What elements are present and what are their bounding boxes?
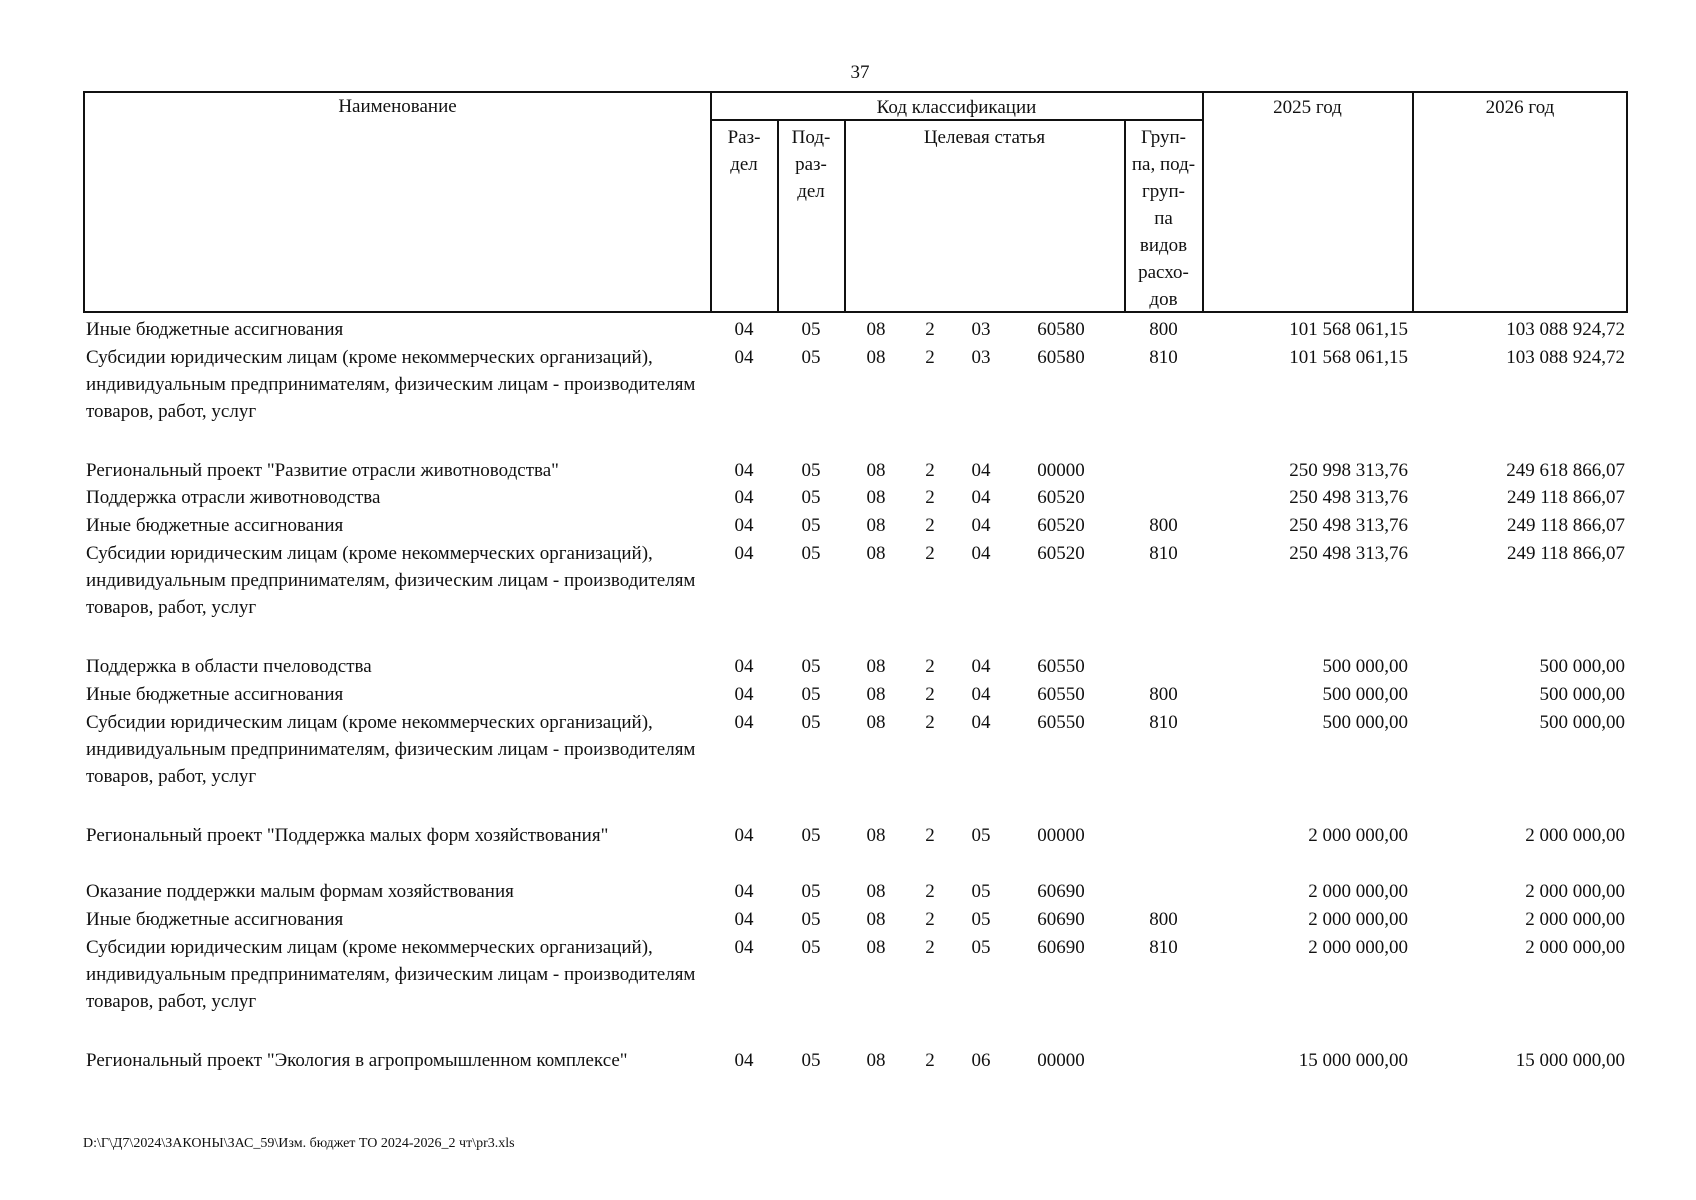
row-name: Субсидии юридическим лицам (кроме некоммерческих организаций), индивидуальным предпринимателям, физическим лицам - производителям товаров, работ, услуг	[86, 937, 696, 1012]
row-expense-group: 810	[1149, 937, 1178, 958]
row-target-program: 08	[866, 319, 886, 340]
header-group-line: груп-	[1141, 181, 1186, 202]
footer-file-path: D:\Г\Д7\2024\ЗАКОНЫ\ЗАС_59\Изм. бюджет ТО 2024-2026_2 чт\pr3.xls	[83, 1136, 515, 1151]
row-target-program: 08	[866, 656, 886, 677]
row-target-program: 08	[866, 460, 886, 481]
row-target-direction: 00000	[1037, 460, 1085, 481]
row-name: Иные бюджетные ассигнования	[86, 319, 344, 340]
row-razdel: 04	[734, 909, 754, 930]
row-amount-2025: 250 498 313,76	[1289, 543, 1408, 564]
header-podrazdel-line: дел	[797, 181, 825, 202]
header-podrazdel-line: Под-	[791, 127, 831, 148]
row-target-direction: 60690	[1037, 909, 1085, 930]
row-target-event: 03	[971, 347, 991, 368]
row-target-program: 08	[866, 825, 886, 846]
row-razdel: 04	[734, 881, 754, 902]
row-podrazdel: 05	[801, 656, 821, 677]
row-name: Субсидии юридическим лицам (кроме некоммерческих организаций), индивидуальным предпринимателям, физическим лицам - производителям товаров, работ, услуг	[86, 543, 696, 618]
row-podrazdel: 05	[801, 347, 821, 368]
row-expense-group: 800	[1149, 319, 1178, 340]
header-divider	[1202, 92, 1204, 312]
header-target-article: Целевая статья	[923, 127, 1046, 148]
row-target-event: 05	[971, 909, 991, 930]
row-target-direction: 60690	[1037, 937, 1085, 958]
row-podrazdel: 05	[801, 881, 821, 902]
row-target-program: 08	[866, 347, 886, 368]
row-amount-2025: 2 000 000,00	[1308, 825, 1408, 846]
row-target-event: 05	[971, 881, 991, 902]
row-name: Иные бюджетные ассигнования	[86, 515, 344, 536]
row-amount-2026: 500 000,00	[1539, 684, 1625, 705]
row-name: Поддержка в области пчеловодства	[86, 656, 372, 677]
row-amount-2025: 15 000 000,00	[1298, 1050, 1408, 1071]
row-amount-2025: 101 568 061,15	[1289, 319, 1408, 340]
row-podrazdel: 05	[801, 937, 821, 958]
row-target-direction: 60520	[1037, 543, 1085, 564]
row-target-event: 04	[971, 487, 991, 508]
row-amount-2026: 2 000 000,00	[1525, 909, 1625, 930]
row-razdel: 04	[734, 319, 754, 340]
row-target-program: 08	[866, 487, 886, 508]
row-target-program: 08	[866, 1050, 886, 1071]
row-amount-2026: 2 000 000,00	[1525, 881, 1625, 902]
row-razdel: 04	[734, 1050, 754, 1071]
row-target-direction: 60520	[1037, 487, 1085, 508]
row-target-direction: 60580	[1037, 319, 1085, 340]
row-amount-2026: 500 000,00	[1539, 712, 1625, 733]
header-group-line: па	[1154, 208, 1173, 229]
row-razdel: 04	[734, 656, 754, 677]
header-razdel-line: дел	[730, 154, 758, 175]
row-amount-2026: 2 000 000,00	[1525, 937, 1625, 958]
row-amount-2025: 500 000,00	[1322, 684, 1408, 705]
row-target-subprogram: 2	[925, 909, 935, 930]
row-target-direction: 60550	[1037, 656, 1085, 677]
row-razdel: 04	[734, 712, 754, 733]
row-amount-2025: 101 568 061,15	[1289, 347, 1408, 368]
row-amount-2026: 15 000 000,00	[1515, 1050, 1625, 1071]
row-expense-group: 800	[1149, 909, 1178, 930]
row-amount-2026: 2 000 000,00	[1525, 825, 1625, 846]
row-target-subprogram: 2	[925, 825, 935, 846]
row-podrazdel: 05	[801, 319, 821, 340]
row-expense-group: 810	[1149, 543, 1178, 564]
header-group-line: па, под-	[1131, 154, 1196, 175]
row-target-subprogram: 2	[925, 684, 935, 705]
row-amount-2026: 249 118 866,07	[1506, 487, 1625, 508]
row-target-subprogram: 2	[925, 656, 935, 677]
row-target-subprogram: 2	[925, 347, 935, 368]
header-group-line: дов	[1149, 289, 1178, 310]
header-group-line: Груп-	[1140, 127, 1187, 148]
row-name: Субсидии юридическим лицам (кроме некоммерческих организаций), индивидуальным предпринимателям, физическим лицам - производителям товаров, работ, услуг	[86, 712, 696, 787]
row-amount-2025: 250 498 313,76	[1289, 487, 1408, 508]
row-target-event: 05	[971, 825, 991, 846]
header-year-2026: 2026 год	[1485, 97, 1555, 118]
row-expense-group: 800	[1149, 684, 1178, 705]
row-podrazdel: 05	[801, 909, 821, 930]
row-target-program: 08	[866, 712, 886, 733]
row-amount-2026: 103 088 924,72	[1506, 347, 1625, 368]
row-target-direction: 60580	[1037, 347, 1085, 368]
row-name: Региональный проект "Развитие отрасли животноводства"	[86, 460, 559, 481]
row-target-direction: 00000	[1037, 825, 1085, 846]
row-target-event: 06	[971, 1050, 991, 1071]
row-expense-group: 810	[1149, 712, 1178, 733]
row-amount-2025: 500 000,00	[1322, 656, 1408, 677]
row-target-subprogram: 2	[925, 515, 935, 536]
header-divider	[1412, 92, 1414, 312]
row-target-program: 08	[866, 515, 886, 536]
row-name: Региональный проект "Экология в агропромышленном комплексе"	[86, 1050, 628, 1071]
row-amount-2026: 249 118 866,07	[1506, 543, 1625, 564]
row-target-event: 04	[971, 460, 991, 481]
row-razdel: 04	[734, 684, 754, 705]
row-target-subprogram: 2	[925, 487, 935, 508]
header-name: Наименование	[338, 96, 457, 117]
row-amount-2025: 250 998 313,76	[1289, 460, 1408, 481]
row-expense-group: 800	[1149, 515, 1178, 536]
row-target-subprogram: 2	[925, 319, 935, 340]
row-target-program: 08	[866, 881, 886, 902]
row-target-direction: 60550	[1037, 712, 1085, 733]
row-target-subprogram: 2	[925, 712, 935, 733]
row-razdel: 04	[734, 460, 754, 481]
row-target-program: 08	[866, 543, 886, 564]
row-target-subprogram: 2	[925, 543, 935, 564]
row-target-direction: 00000	[1037, 1050, 1085, 1071]
row-target-subprogram: 2	[925, 937, 935, 958]
row-podrazdel: 05	[801, 515, 821, 536]
row-amount-2026: 500 000,00	[1539, 656, 1625, 677]
row-razdel: 04	[734, 543, 754, 564]
row-target-event: 04	[971, 515, 991, 536]
row-amount-2025: 500 000,00	[1322, 712, 1408, 733]
row-name: Оказание поддержки малым формам хозяйствования	[86, 881, 514, 902]
row-name: Региональный проект "Поддержка малых форм хозяйствования"	[86, 825, 609, 846]
row-name: Иные бюджетные ассигнования	[86, 909, 344, 930]
row-amount-2025: 2 000 000,00	[1308, 909, 1408, 930]
row-target-subprogram: 2	[925, 881, 935, 902]
header-group	[1125, 124, 1202, 313]
row-target-subprogram: 2	[925, 460, 935, 481]
row-target-program: 08	[866, 684, 886, 705]
row-podrazdel: 05	[801, 543, 821, 564]
header-group-line: видов	[1139, 235, 1188, 256]
row-podrazdel: 05	[801, 1050, 821, 1071]
row-podrazdel: 05	[801, 712, 821, 733]
row-name: Субсидии юридическим лицам (кроме некоммерческих организаций), индивидуальным предпринимателям, физическим лицам - производителям товаров, работ, услуг	[86, 347, 696, 422]
header-razdel	[711, 124, 777, 178]
row-amount-2026: 103 088 924,72	[1506, 319, 1625, 340]
row-target-event: 05	[971, 937, 991, 958]
header-code-classification: Код классификации	[876, 97, 1037, 118]
row-podrazdel: 05	[801, 487, 821, 508]
row-target-event: 04	[971, 684, 991, 705]
row-amount-2025: 250 498 313,76	[1289, 515, 1408, 536]
header-year-2025: 2025 год	[1273, 97, 1342, 118]
row-target-subprogram: 2	[925, 1050, 935, 1071]
row-podrazdel: 05	[801, 684, 821, 705]
row-amount-2026: 249 118 866,07	[1506, 515, 1625, 536]
row-name: Иные бюджетные ассигнования	[86, 684, 344, 705]
row-razdel: 04	[734, 825, 754, 846]
header-razdel-line: Раз-	[727, 127, 761, 148]
row-target-direction: 60690	[1037, 881, 1085, 902]
row-razdel: 04	[734, 937, 754, 958]
row-amount-2025: 2 000 000,00	[1308, 937, 1408, 958]
row-target-event: 03	[971, 319, 991, 340]
row-target-event: 04	[971, 543, 991, 564]
page-number: 37	[850, 62, 870, 83]
header-group-line: расхо-	[1138, 262, 1189, 283]
row-target-direction: 60520	[1037, 515, 1085, 536]
row-name: Поддержка отрасли животноводства	[86, 487, 381, 508]
row-target-event: 04	[971, 656, 991, 677]
row-target-direction: 60550	[1037, 684, 1085, 705]
row-razdel: 04	[734, 515, 754, 536]
row-target-program: 08	[866, 909, 886, 930]
row-podrazdel: 05	[801, 460, 821, 481]
header-podrazdel	[778, 124, 844, 205]
row-target-event: 04	[971, 712, 991, 733]
row-amount-2026: 249 618 866,07	[1506, 460, 1625, 481]
row-razdel: 04	[734, 347, 754, 368]
row-razdel: 04	[734, 487, 754, 508]
row-expense-group: 810	[1149, 347, 1178, 368]
row-podrazdel: 05	[801, 825, 821, 846]
header-podrazdel-line: раз-	[795, 154, 827, 175]
row-amount-2025: 2 000 000,00	[1308, 881, 1408, 902]
row-target-program: 08	[866, 937, 886, 958]
